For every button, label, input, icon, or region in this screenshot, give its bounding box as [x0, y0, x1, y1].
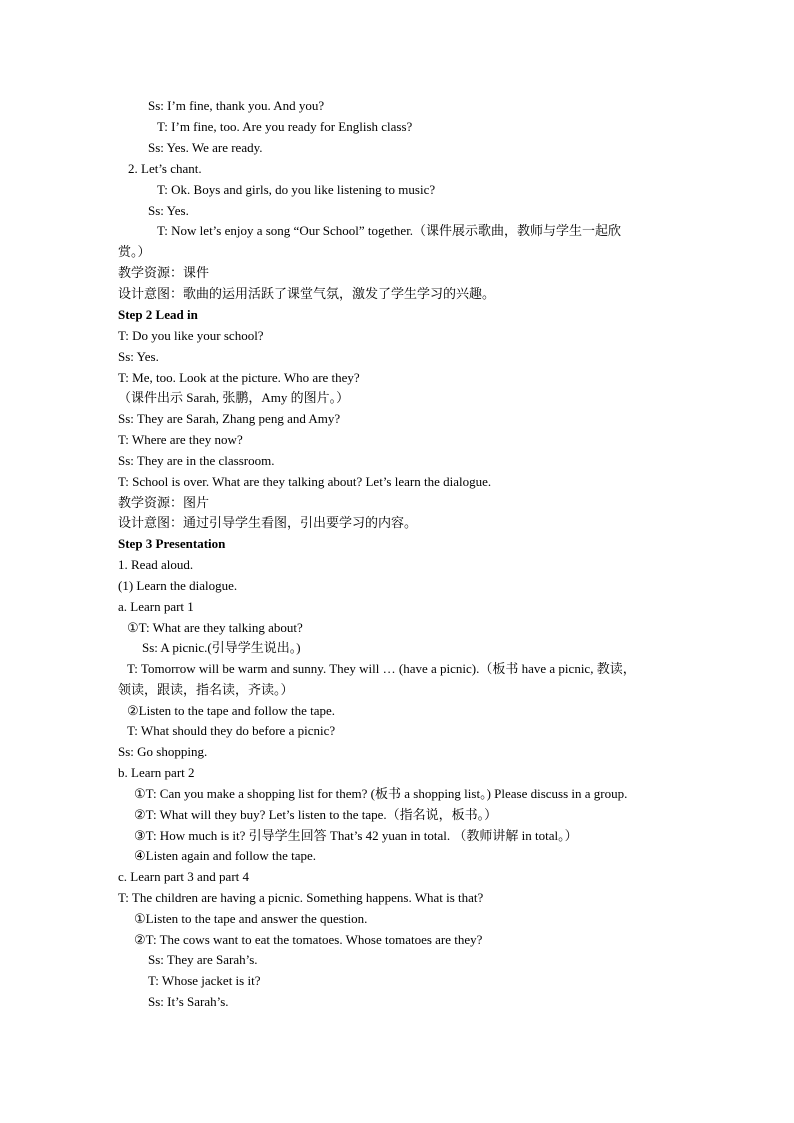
text-line: T: What should they do before a picnic? [127, 723, 336, 738]
text-line: Ss: They are in the classroom. [118, 453, 275, 468]
text-line: b. Learn part 2 [118, 765, 195, 780]
section-heading: Step 2 Lead in [118, 307, 198, 322]
text-line: T: Ok. Boys and girls, do you like listening to music? [157, 182, 436, 197]
text-line: T: Now let’s enjoy a song “Our School” together.（课件展示歌曲，教师与学生一起欣 [157, 223, 622, 238]
text-line: ②Listen to the tape and follow the tape. [127, 703, 336, 718]
text-line: T: Do you like your school? [118, 328, 264, 343]
text-line: ①T: What are they talking about? [127, 620, 303, 635]
text-line: 领读，跟读，指名读，齐读。） [118, 682, 294, 697]
text-line: 设计意图：通过引导学生看图，引出要学习的内容。 [118, 515, 418, 530]
text-line: 教学资源：图片 [118, 495, 210, 510]
text-line: Ss: They are Sarah’s. [148, 952, 258, 967]
text-line: Ss: I’m fine, thank you. And you? [148, 98, 325, 113]
text-line: ①T: Can you make a shopping list for them? (板书 a shopping list。) Please discuss in a group. [134, 786, 628, 801]
text-line: T: School is over. What are they talking about? Let’s learn the dialogue. [118, 474, 492, 489]
text-line: Ss: Go shopping. [118, 744, 208, 759]
text-line: Ss: A picnic.(引导学生说出。) [142, 640, 301, 655]
text-line: T: Where are they now? [118, 432, 243, 447]
section-heading: Step 3 Presentation [118, 536, 226, 551]
text-line: T: Tomorrow will be warm and sunny. They will … (have a picnic).（板书 have a picnic, 教读， [127, 661, 636, 676]
text-line: Ss: Yes. [148, 203, 189, 218]
text-line: ④Listen again and follow the tape. [134, 848, 317, 863]
text-line: 赏。） [118, 244, 151, 259]
text-line: ②T: What will they buy? Let’s listen to the tape.（指名说，板书。） [134, 807, 498, 822]
text-line: 教学资源：课件 [118, 265, 210, 280]
text-line: c. Learn part 3 and part 4 [118, 869, 250, 884]
text-line: ②T: The cows want to eat the tomatoes. Whose tomatoes are they? [134, 932, 483, 947]
text-line: （课件出示 Sarah, 张鹏，Amy 的图片。） [118, 390, 350, 405]
text-line: T: The children are having a picnic. Something happens. What is that? [118, 890, 484, 905]
text-line: Ss: Yes. We are ready. [148, 140, 263, 155]
text-line: (1) Learn the dialogue. [118, 578, 238, 593]
text-line: 1. Read aloud. [118, 557, 194, 572]
text-line: T: Me, too. Look at the picture. Who are they? [118, 370, 360, 385]
text-line: ①Listen to the tape and answer the question. [134, 911, 368, 926]
text-line: T: I’m fine, too. Are you ready for English class? [157, 119, 413, 134]
text-line: 设计意图：歌曲的运用活跃了课堂气氛，激发了学生学习的兴趣。 [118, 286, 496, 301]
text-line: 2. Let’s chant. [128, 161, 202, 176]
text-line: Ss: Yes. [118, 349, 159, 364]
text-line: a. Learn part 1 [118, 599, 194, 614]
text-line: Ss: It’s Sarah’s. [148, 994, 229, 1009]
text-line: Ss: They are Sarah, Zhang peng and Amy? [118, 411, 341, 426]
text-line: T: Whose jacket is it? [148, 973, 261, 988]
text-line: ③T: How much is it? 引导学生回答 That’s 42 yuan in total. （教师讲解 in total。） [134, 828, 578, 843]
